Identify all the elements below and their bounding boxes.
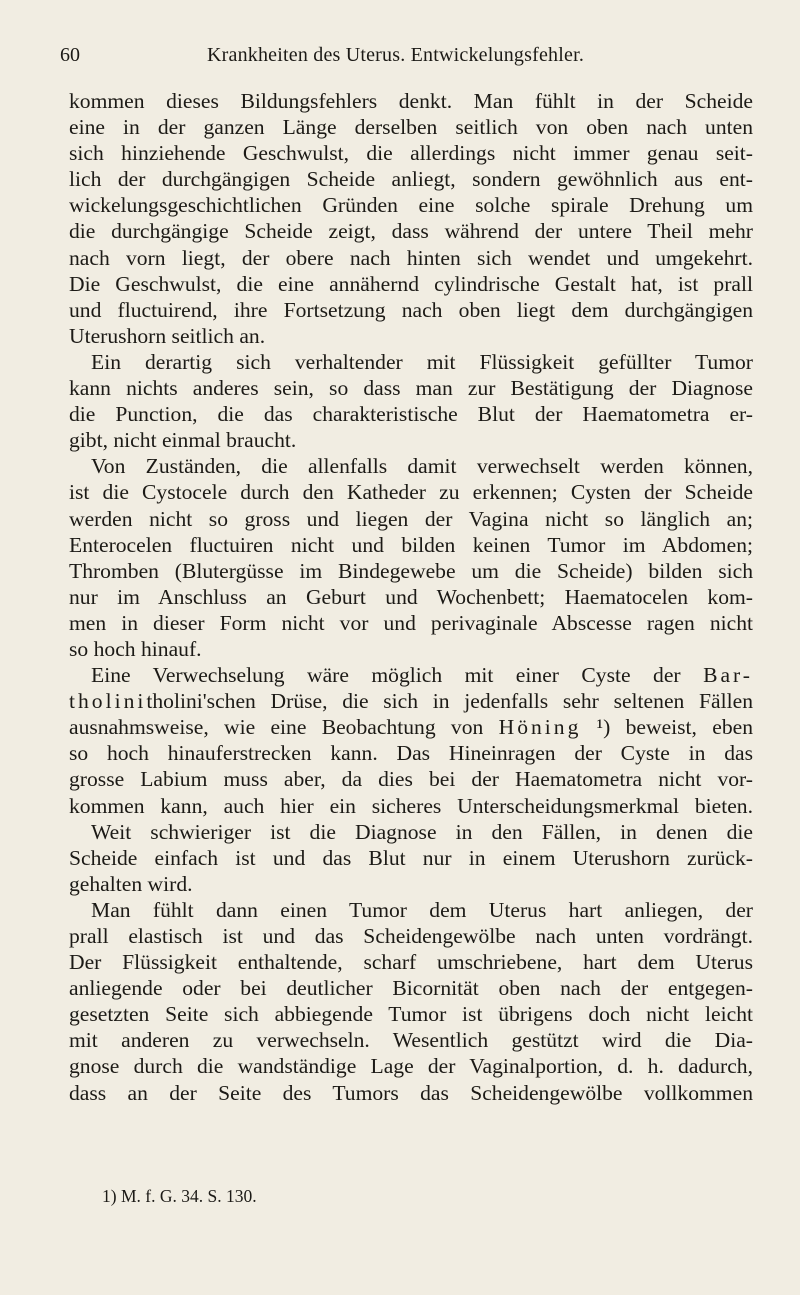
page-number: 60 xyxy=(60,44,80,66)
text-line: kommen kann, auch hier ein sicheres Unterscheidungsmerkmal bieten. xyxy=(69,793,753,818)
text-line: anliegende oder bei deutlicher Bicornität oben nach der entgegen- xyxy=(69,976,753,1001)
text-line xyxy=(69,714,753,740)
text-line: ist die Cystocele durch den Katheder zu erkennen; Cysten der Scheide xyxy=(69,480,753,505)
text-line: gibt, nicht einmal braucht. xyxy=(69,428,297,453)
text-line: gehalten wird. xyxy=(69,871,193,896)
text-line: eine in der ganzen Länge derselben seitlich von oben nach unten xyxy=(69,115,753,140)
text-line: men in dieser Form nicht vor und perivaginale Abscesse ragen nicht xyxy=(69,610,753,635)
text-line: kommen dieses Bildungsfehlers denkt. Man fühlt in der Scheide xyxy=(69,89,753,113)
text-line: werden nicht so gross und liegen der Vagina nicht so länglich an; xyxy=(69,506,753,531)
text-line: die Punction, die das charakteristische Blut der Haematometra er- xyxy=(69,402,753,427)
text-line: sich hinziehende Geschwulst, die allerdings nicht immer genau seit- xyxy=(69,141,753,166)
running-title: Krankheiten des Uterus. Entwickelungsfehler. xyxy=(207,44,585,66)
text-line: Der Flüssigkeit enthaltende, scharf umschriebene, hart dem Uterus xyxy=(69,950,753,975)
text-line: so hoch hinauf. xyxy=(69,636,202,661)
text-line: Ein derartig sich verhaltender mit Flüssigkeit gefüllter Tumor xyxy=(91,349,753,374)
footnote: 1) M. f. G. 34. S. 130. xyxy=(102,1186,257,1206)
text-line: prall elastisch ist und das Scheidengewölbe nach unten vordrängt. xyxy=(69,924,753,948)
footnote-ref-text: ¹) beweist, eben xyxy=(596,715,753,740)
text-line: die durchgängige Scheide zeigt, dass während der untere Theil mehr xyxy=(69,219,753,244)
text-line: so hoch hinauferstrecken kann. Das Hineinragen der Cyste in das xyxy=(69,741,753,766)
line-text: Eine Verwechselung wäre möglich mit einer Cyste der xyxy=(91,663,681,688)
text-line xyxy=(69,688,753,714)
text-line: Thromben (Blutergüsse im Bindegewebe um die Scheide) bilden sich xyxy=(69,558,753,583)
text-line: Man fühlt dann einen Tumor dem Uterus hart anliegen, der xyxy=(91,897,753,922)
text-line: grosse Labium muss aber, da dies bei der Haematometra nicht vor- xyxy=(69,767,753,792)
text-line: nach vorn liegt, der obere nach hinten sich wendet und umgekehrt. xyxy=(69,245,753,270)
spaced-name: Höning xyxy=(498,715,582,740)
text-line: wickelungsgeschichtlichen Gründen eine solche spirale Drehung um xyxy=(69,193,753,218)
text-line: mit anderen zu verwechseln. Wesentlich gestützt wird die Dia- xyxy=(69,1028,753,1053)
text-line: gnose durch die wandständige Lage der Vaginalportion, d. h. dadurch, xyxy=(69,1054,753,1079)
text-line: Weit schwieriger ist die Diagnose in den Fällen, in denen die xyxy=(91,819,753,844)
spaced-name: tholini xyxy=(69,689,147,714)
line-text: tholini'schen Drüse, die sich in jedenfalls sehr seltenen Fällen xyxy=(146,689,753,714)
text-line: Enterocelen fluctuiren nicht und bilden keinen Tumor im Abdomen; xyxy=(69,532,753,557)
page-header xyxy=(60,44,750,74)
text-line: kann nichts anderes sein, so dass man zur Bestätigung der Diagnose xyxy=(69,376,753,401)
text-line xyxy=(69,662,753,688)
text-line: nur im Anschluss an Geburt und Wochenbett; Haematocelen kom- xyxy=(69,584,753,609)
text-line: Uterushorn seitlich an. xyxy=(69,323,266,348)
text-line: dass an der Seite des Tumors das Scheidengewölbe vollkommen xyxy=(69,1080,753,1105)
line-text: ausnahmsweise, wie eine Beobachtung von xyxy=(69,715,484,740)
text-line: und fluctuirend, ihre Fortsetzung nach oben liegt dem durchgängigen xyxy=(69,297,753,322)
text-line: Die Geschwulst, die eine annähernd cylindrische Gestalt hat, ist prall xyxy=(69,271,753,296)
text-line: Scheide einfach ist und das Blut nur in einem Uterushorn zurück- xyxy=(69,845,753,870)
body-text xyxy=(69,88,753,1106)
text-line: lich der durchgängigen Scheide anliegt, sondern gewöhnlich aus ent- xyxy=(69,167,753,192)
spaced-name: Bar- xyxy=(703,663,753,688)
text-line: Von Zuständen, die allenfalls damit verwechselt werden können, xyxy=(91,454,753,479)
text-line: gesetzten Seite sich abbiegende Tumor ist übrigens doch nicht leicht xyxy=(69,1002,753,1027)
